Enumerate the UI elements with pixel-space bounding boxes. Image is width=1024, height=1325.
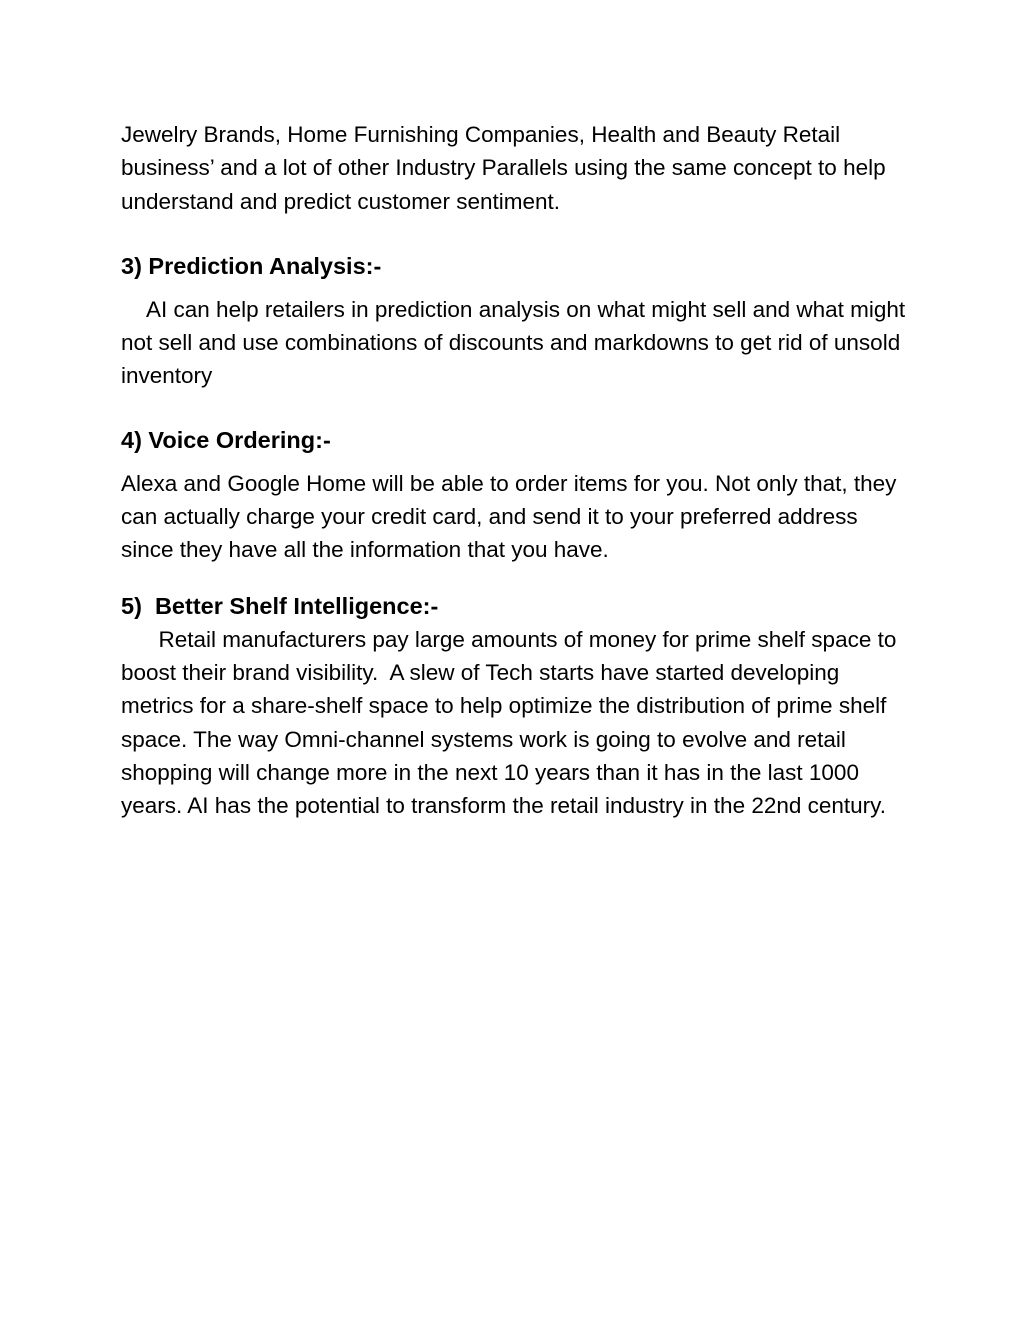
document-content <box>121 118 911 822</box>
section-heading-voice-ordering: 4) Voice Ordering:- <box>121 426 331 453</box>
section-body-prediction-analysis: AI can help retailers in prediction analysis on what might sell and what might not sell and use combinations of discounts and markdowns to get rid of unsold inventory <box>121 296 912 389</box>
section-body-shelf-intelligence: Retail manufacturers pay large amounts of money for prime shelf space to boost their brand visibility. A slew of Tech starts have started developing metrics for a share-shelf space to help optimize the distribution of prime shelf space. The way Omni-channel systems work is going to evolve and retail shopping will change more in the next 10 years than it has in the last 1000 years. AI has the potential to transform the retail industry in the 22nd century. <box>121 626 903 819</box>
section-heading-shelf-intelligence: 5) Better Shelf Intelligence:- <box>121 592 439 619</box>
intro-paragraph: Jewelry Brands, Home Furnishing Companies, Health and Beauty Retail business’ and a lot of other Industry Parallels using the same concept to help understand and predict customer sentiment. <box>121 122 892 214</box>
section-heading-prediction-analysis: 3) Prediction Analysis:- <box>121 252 382 279</box>
section-body-voice-ordering: Alexa and Google Home will be able to order items for you. Not only that, they can actually charge your credit card, and send it to your preferred address since they have all the information that you have. <box>121 470 903 563</box>
